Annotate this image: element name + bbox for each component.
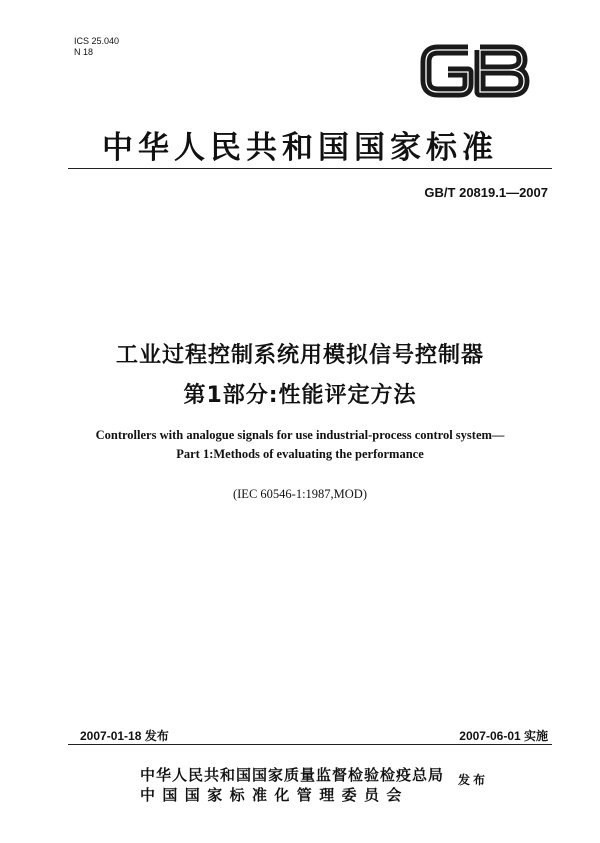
classification-codes: [74, 36, 119, 58]
implementation-date: 2007-06-01 实施: [459, 729, 548, 743]
national-standard-title: 中华人民共和国国家标准: [102, 130, 498, 166]
ics-code: ICS 25.040: [74, 36, 120, 46]
bottom-divider: [68, 744, 552, 745]
standard-number: GB/T 20819.1—2007: [424, 185, 548, 200]
iec-reference: (IEC 60546-1:1987,MOD): [232, 487, 367, 501]
title-chinese-line1: 工业过程控制系统用模拟信号控制器: [115, 343, 484, 368]
publish-label: 发布: [458, 773, 489, 787]
title-english-line2: Part 1:Methods of evaluating the performance: [176, 447, 424, 461]
title-chinese-line2: 第1部分:性能评定方法: [183, 383, 417, 408]
issue-date: 2007-01-18 发布: [80, 729, 169, 743]
ccs-code: N 18: [74, 47, 94, 57]
title-english-line1: Controllers with analogue signals for use industrial-process control system—: [95, 428, 505, 442]
gb-logo: [418, 40, 530, 102]
issuer-line1: 中华人民共和国国家质量监督检验检疫总局: [140, 766, 445, 784]
issuer-line2: 中国国家标准化管理委员会: [140, 786, 409, 804]
top-divider: [68, 168, 552, 169]
